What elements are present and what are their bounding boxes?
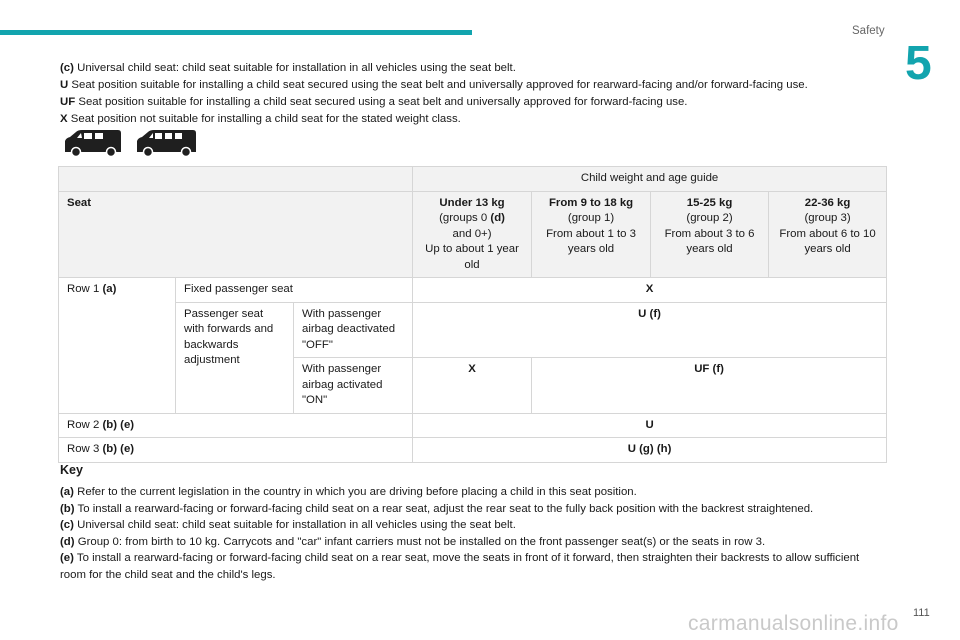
seat-header-label: Seat — [67, 196, 92, 209]
section-title: Safety — [852, 25, 885, 37]
key-item — [60, 501, 870, 518]
seat-value — [413, 302, 887, 358]
key-item — [60, 534, 870, 551]
table-row — [59, 278, 887, 303]
value-text: X — [468, 363, 476, 375]
chapter-number: 5 — [905, 37, 932, 90]
key-text: Universal child seat: child seat suitable for installation in all vehicles using the seat belt. — [73, 519, 516, 531]
group-title: 15-25 kg — [686, 196, 733, 209]
group-age: Up to about 1 year old — [425, 243, 519, 271]
group-cell — [651, 191, 769, 278]
guide-header: Child weight and age guide — [413, 167, 887, 192]
table-row — [59, 191, 887, 278]
page-number: 111 — [913, 607, 930, 619]
table-row — [59, 413, 887, 438]
group-cell — [413, 191, 532, 278]
group-line: (group 3) — [804, 212, 851, 224]
group-age: From about 1 to 3 years old — [546, 227, 636, 255]
value-text: U (f) — [638, 307, 661, 320]
value-text: X — [645, 283, 654, 295]
van-icon — [62, 128, 124, 158]
group-cell — [769, 191, 887, 278]
airbag-state: With passenger airbag deactivated "OFF" — [294, 302, 413, 358]
legend-term: X — [60, 113, 68, 125]
value-text: UF (f) — [694, 363, 724, 375]
seat-header — [59, 191, 413, 278]
value-text: U — [645, 418, 654, 431]
watermark: carmanualsonline.info — [688, 612, 899, 635]
key-term: (a) — [60, 486, 74, 498]
legend-text: Seat position suitable for installing a child seat secured using a seat belt and universally approved for forward-facing use. — [75, 96, 688, 108]
seat-name: Fixed passenger seat — [176, 278, 413, 303]
seat-name: Passenger seat with forwards and backwards adjustment — [176, 302, 294, 413]
group-age: From about 3 to 6 years old — [664, 227, 755, 255]
group-title: 22-36 kg — [804, 196, 851, 209]
legend-text: Seat position suitable for installing a child seat secured using the seat belt and universally approved for rearward-facing and/or forward-facing use. — [68, 79, 808, 91]
legend-text: Universal child seat: child seat suitable for installation in all vehicles using the seat belt. — [73, 62, 516, 74]
group-line: (groups 0 — [439, 212, 491, 224]
group-line: (group 2) — [686, 212, 733, 224]
row-label — [59, 413, 413, 438]
legend-term: (c) — [60, 62, 74, 74]
key-list — [60, 484, 870, 583]
table-row — [59, 167, 887, 192]
key-term: (e) — [60, 552, 74, 564]
row-label-ref: (a) — [102, 283, 117, 295]
seat-value — [413, 358, 532, 414]
row-label-text: Row 2 — [67, 418, 103, 431]
group-title: Under 13 kg — [439, 196, 505, 209]
row-label — [59, 438, 413, 463]
child-seat-table — [58, 166, 887, 463]
key-heading: Key — [60, 463, 83, 477]
key-item — [60, 550, 870, 583]
key-text: To install a rearward-facing or forward-facing child seat on a rear seat, move the seats in front of it forward, then straighten their backrests to allow sufficient room for the child seat and the child's legs. — [60, 552, 860, 581]
row-label-ref: (b) (e) — [102, 418, 135, 431]
key-item — [60, 484, 870, 501]
key-term: (d) — [60, 535, 75, 548]
row-label-ref: (b) (e) — [102, 443, 135, 455]
legend-item — [60, 94, 880, 111]
seat-value — [413, 413, 887, 438]
legend-item — [60, 111, 880, 128]
top-legend — [60, 60, 880, 128]
group-age: From about 6 to 10 years old — [779, 227, 876, 255]
legend-item — [60, 77, 880, 94]
key-term: (b) — [60, 502, 75, 515]
row-label — [59, 278, 176, 414]
legend-text: Seat position not suitable for installing a child seat for the stated weight class. — [67, 113, 461, 125]
airbag-state: With passenger airbag activated "ON" — [294, 358, 413, 414]
group-line: (group 1) — [567, 212, 615, 224]
group-line: and 0+) — [452, 227, 492, 240]
table-row — [59, 302, 887, 358]
key-text: Refer to the current legislation in the country in which you are driving before placing a child in this seat position. — [73, 486, 637, 498]
legend-term: U — [60, 79, 69, 91]
key-item — [60, 517, 870, 534]
seat-value — [413, 438, 887, 463]
value-text: U (g) (h) — [627, 443, 672, 455]
vehicle-icons — [62, 128, 197, 158]
van-long-icon — [135, 128, 197, 158]
row-label-text: Row 1 — [67, 283, 103, 295]
seat-value — [413, 278, 887, 303]
header-accent-bar — [0, 30, 472, 35]
legend-item — [60, 60, 880, 77]
group-cell — [532, 191, 651, 278]
seat-value — [532, 358, 887, 414]
table-row — [59, 438, 887, 463]
group-ref: (d) — [490, 212, 505, 224]
row-label-text: Row 3 — [67, 443, 103, 455]
key-text: To install a rearward-facing or forward-facing child seat on a rear seat, adjust the rear seat to the fully back position with the backrest straightened. — [74, 502, 814, 515]
table-cell — [59, 167, 413, 192]
key-text: Group 0: from birth to 10 kg. Carrycots and "car" infant carriers must not be installed on the front passenger seat(s) or the seats in row 3. — [74, 535, 766, 548]
key-term: (c) — [60, 519, 74, 531]
group-title: From 9 to 18 kg — [548, 196, 634, 209]
legend-term: UF — [60, 96, 76, 108]
